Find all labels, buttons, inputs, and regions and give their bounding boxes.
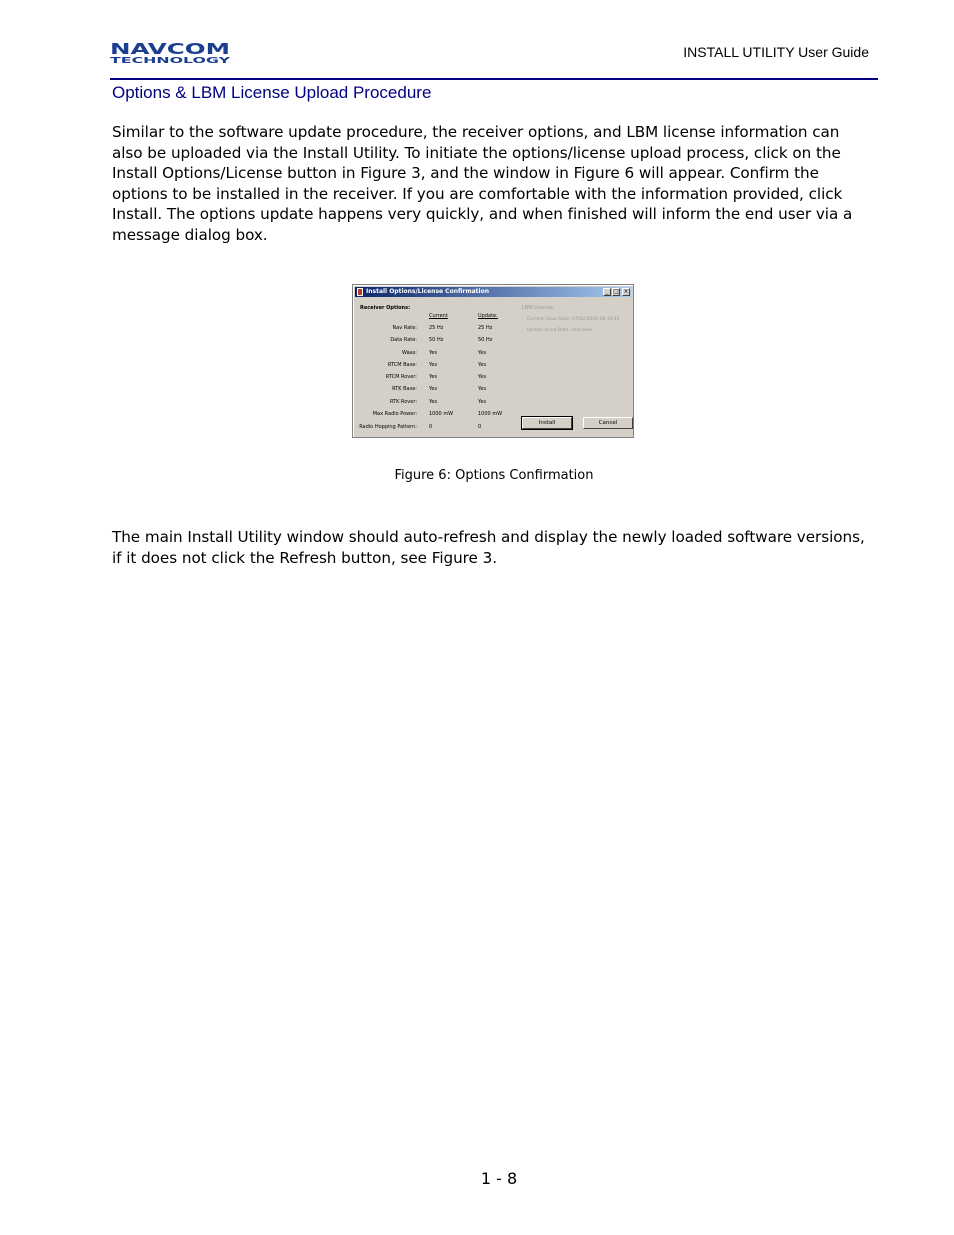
option-current-value: 25 Hz	[429, 325, 444, 331]
logo-text-top: NAVCOM	[110, 41, 230, 58]
app-icon	[357, 288, 363, 296]
option-current-value: Yes	[429, 386, 438, 392]
option-update-value: 0	[478, 424, 482, 430]
option-update-value: Yes	[478, 374, 487, 380]
option-label: RTCM Base:	[387, 362, 417, 368]
option-label: Data Rate:	[390, 337, 417, 343]
header-rule	[110, 78, 878, 80]
minimize-button[interactable]: _	[603, 288, 611, 296]
install-button[interactable]: Install	[522, 417, 572, 429]
options-confirmation-dialog	[352, 284, 634, 438]
update-column-header: Update:	[478, 313, 498, 319]
close-button[interactable]: ×	[623, 288, 629, 295]
current-column-header: Current	[429, 313, 448, 319]
paragraph-line: options to be installed in the receiver. If you are comfortable with the information provided, click	[112, 184, 843, 203]
option-current-value: Yes	[429, 374, 438, 380]
receiver-options-label: Receiver Options:	[360, 305, 411, 311]
paragraph-line: Similar to the software update procedure, the receiver options, and LBM license information can	[112, 123, 840, 141]
paragraph-line: if it does not click the Refresh button, see Figure 3.	[112, 548, 497, 567]
dialog-title: Install Options/License Confirmation	[366, 288, 489, 295]
option-update-value: 1000 mW	[478, 411, 503, 417]
option-label: Radio Hopping Pattern:	[359, 424, 417, 430]
option-current-value: Yes	[429, 399, 438, 405]
option-label: Waas:	[401, 350, 417, 356]
paragraph-refresh	[112, 527, 872, 568]
option-label: RTCM Rover:	[385, 374, 417, 380]
option-update-value: Yes	[478, 399, 487, 405]
paragraph-line: The main Install Utility window should auto-refresh and display the newly loaded software versions,	[112, 528, 865, 546]
option-update-value: 25 Hz	[478, 325, 493, 331]
section-heading: Options & LBM License Upload Procedure	[112, 83, 432, 102]
paragraph-line: Install Options/License button in Figure 3, and the window in Figure 6 will appear. Confirm the	[112, 164, 819, 183]
logo-text-bottom: TECHNOLOGY	[110, 56, 231, 65]
paragraph-line: message dialog box.	[112, 225, 268, 244]
navcom-logo	[110, 41, 232, 65]
maximize-button[interactable]: □	[613, 288, 619, 295]
document-title: INSTALL UTILITY User Guide	[683, 44, 869, 60]
cancel-button[interactable]: Cancel	[583, 417, 633, 429]
lbm-update-issue-date: Update Issue Date: Unknown	[527, 328, 593, 333]
option-label: Nav Rate:	[392, 325, 417, 331]
option-label: RTK Base:	[392, 386, 417, 392]
option-current-value: 50 Hz	[429, 337, 444, 343]
paragraph-line: Install. The options update happens very quickly, and when finished will inform the end user via a	[112, 205, 853, 224]
option-label: Max Radio Power:	[372, 411, 417, 417]
option-label: RTK Rover:	[389, 399, 417, 405]
option-update-value: Yes	[478, 386, 487, 392]
option-update-value: 50 Hz	[478, 337, 493, 343]
option-update-value: Yes	[478, 350, 487, 356]
lbm-current-issue-date: Current Issue Date: 07/02/2008 08:19:12	[527, 317, 620, 322]
lbm-license-label: LBM License:	[522, 305, 555, 311]
dialog-titlebar	[355, 287, 631, 297]
paragraph-line: also be uploaded via the Install Utility. To initiate the options/license upload process, click on the	[112, 143, 841, 162]
figure-caption: Figure 6: Options Confirmation	[394, 468, 594, 483]
option-current-value: Yes	[429, 362, 438, 368]
option-current-value: 1000 mW	[429, 411, 454, 417]
option-current-value: Yes	[429, 350, 438, 356]
option-current-value: 0	[429, 424, 433, 430]
option-update-value: Yes	[478, 362, 487, 368]
paragraph-intro	[112, 122, 872, 246]
page-number: 1 - 8	[480, 1169, 518, 1188]
